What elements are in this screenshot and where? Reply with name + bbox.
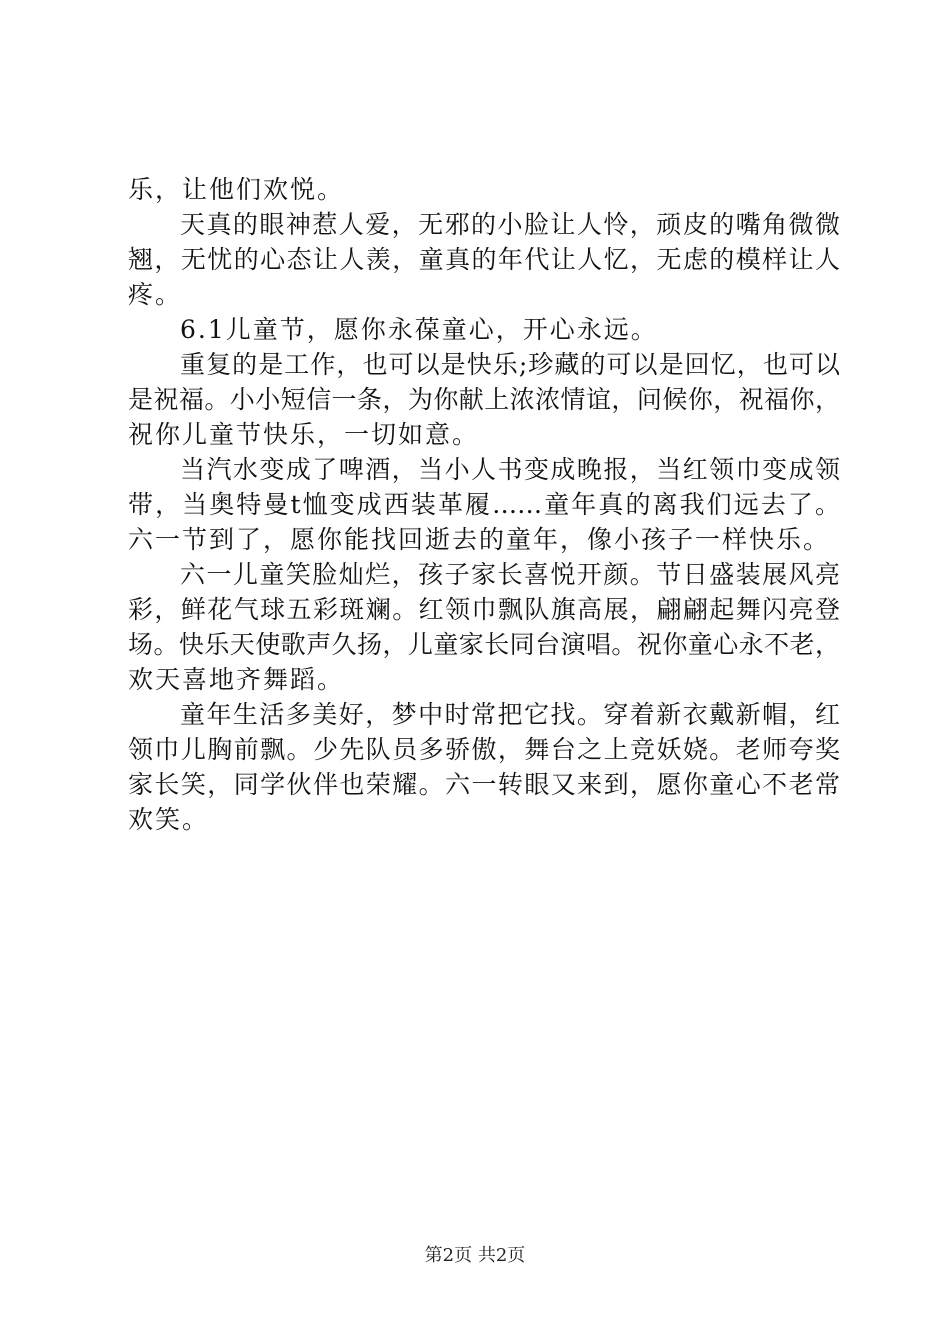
document-body xyxy=(128,172,840,837)
text-line: 当汽水变成了啤酒，当小人书变成晚报，当红领巾变成领 xyxy=(180,455,840,484)
text-line: 欢天喜地齐舞蹈。 xyxy=(128,665,345,694)
text-line: 重复的是工作，也可以是快乐;珍藏的可以是回忆，也可以 xyxy=(180,350,840,379)
page-footer: 第2页 共2页 xyxy=(424,1245,526,1266)
text-line: 领巾儿胸前飘。少先队员多骄傲，舞台之上竞妖娆。老师夸奖 xyxy=(128,735,840,764)
text-line: 是祝福。小小短信一条，为你献上浓浓情谊，问候你，祝福你， xyxy=(128,385,840,414)
text-line: 疼。 xyxy=(128,280,183,309)
text-line: 场。快乐天使歌声久扬，儿童家长同台演唱。祝你童心永不老， xyxy=(128,630,840,659)
text-line: 翘，无忧的心态让人羡，童真的年代让人忆，无虑的模样让人 xyxy=(128,245,840,274)
text-line: 童年生活多美好，梦中时常把它找。穿着新衣戴新帽，红 xyxy=(180,700,840,729)
text-line: 祝你儿童节快乐，一切如意。 xyxy=(128,420,480,449)
text-line: 彩，鲜花气球五彩斑斓。红领巾飘队旗高展，翩翩起舞闪亮登 xyxy=(128,595,840,624)
text-line: 天真的眼神惹人爱，无邪的小脸让人怜，顽皮的嘴角微微 xyxy=(180,210,840,239)
text-line: 6.1儿童节，愿你永葆童心，开心永远。 xyxy=(180,315,658,344)
text-line: 欢笑。 xyxy=(128,805,210,834)
text-line: 乐，让他们欢悦。 xyxy=(128,175,345,204)
text-line: 带，当奥特曼t恤变成西装革履……童年真的离我们远去了。 xyxy=(128,490,840,519)
text-line: 六一节到了，愿你能找回逝去的童年，像小孩子一样快乐。 xyxy=(128,525,831,554)
text-line: 六一儿童笑脸灿烂，孩子家长喜悦开颜。节日盛装展风亮 xyxy=(180,560,840,589)
text-line: 家长笑，同学伙伴也荣耀。六一转眼又来到，愿你童心不老常 xyxy=(128,770,840,799)
